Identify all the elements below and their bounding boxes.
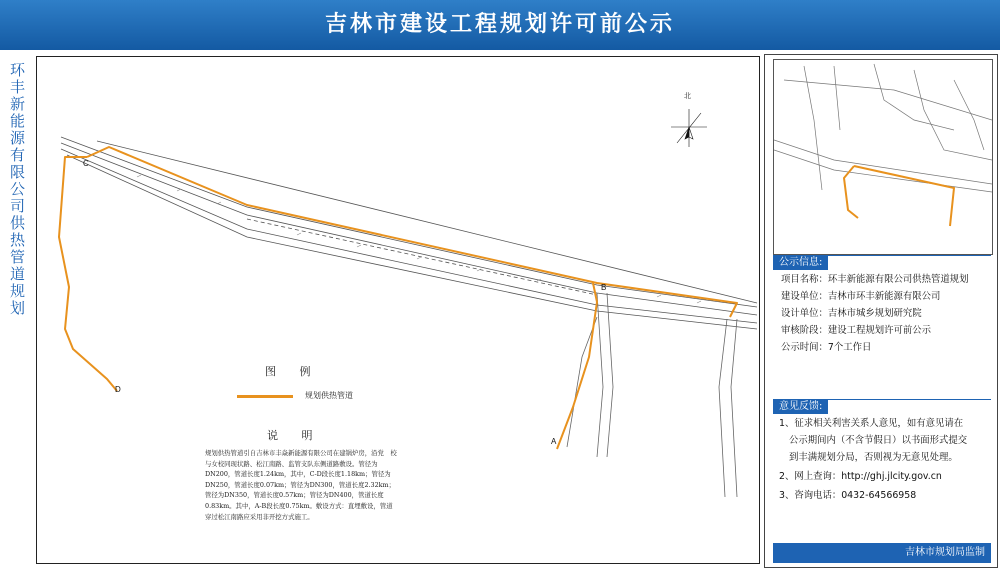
plan-drawing [37, 57, 759, 563]
legend-item-label: 规划供热管道 [305, 391, 353, 400]
feedback-phone: 3、咨询电话：0432-64566958 [779, 490, 917, 501]
info-section-bar [773, 255, 991, 270]
feedback-item-1-line-1: 1、征求相关利害关系人意见，如有意见请在 [779, 418, 964, 429]
info-stage: 审核阶段：建设工程规划许可前公示 [781, 325, 932, 336]
main-plan-map [36, 56, 760, 564]
page-banner [0, 0, 1000, 50]
page-title: 吉林市建设工程规划许可前公示 [324, 12, 675, 37]
legend-title: 图 例 [265, 365, 321, 378]
info-builder: 建设单位：吉林市环丰新能源有限公司 [781, 291, 941, 302]
footer-bar [773, 543, 991, 563]
point-label-c: C [83, 159, 89, 168]
info-designer: 设计单位：吉林市城乡规划研究院 [781, 308, 922, 319]
north-arrow [671, 109, 707, 147]
feedback-item-1-line-3: 到丰满规划分局，否则视为无意见处理。 [789, 452, 958, 463]
project-title-vertical: 环丰新能源有限公司供热管道规划 [8, 62, 26, 317]
notes-title: 说 明 [267, 429, 323, 442]
point-label-d: D [115, 385, 121, 394]
point-label-a: A [551, 437, 557, 446]
location-mini-map [773, 59, 993, 255]
point-label-b: B [601, 283, 607, 292]
footer-text: 吉林市规划局监制 [905, 547, 985, 558]
feedback-section-bar [773, 399, 991, 414]
info-header: 公示信息: [773, 256, 828, 270]
mini-map-drawing [774, 60, 992, 254]
info-period: 公示时间：7个工作日 [781, 342, 872, 353]
feedback-item-1-line-2: 公示期间内（不含节假日）以书面形式提交 [789, 435, 968, 446]
feedback-header: 意见反馈: [773, 400, 828, 414]
info-project-name: 项目名称：环丰新能源有限公司供热管道规划 [781, 274, 969, 285]
north-label: 北 [684, 92, 691, 100]
feedback-website: 2、网上查询：http://ghj.jlcity.gov.cn [779, 471, 942, 482]
notes-text: 规划供热管道引自吉林市丰焱新能源有限公司在建锅炉房，沿党 校与女校同现状路、松江南路、监管支队东侧道路敷设。管径为DN200，管道长度1.24km，其中，C-D段长度1.18km；管径为DN250，管道长度0.07km；管径为DN300，管道长度2.32km；管径为DN350，管道长度0.57km；管径为DN400，管道长度0.83km。其中，A-B段长度0.75km。敷设方式：直埋敷设，管道穿过松江南路应采用非开挖方式施工。 [205, 449, 397, 521]
info-panel [764, 54, 998, 568]
legend-pipe-swatch [237, 395, 293, 398]
